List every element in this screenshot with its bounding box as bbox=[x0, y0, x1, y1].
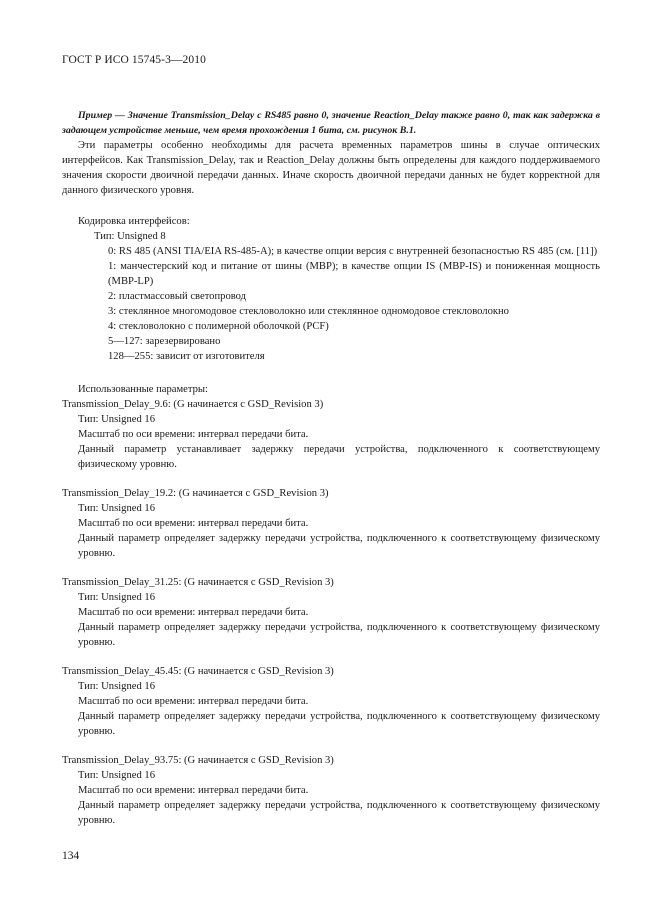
param-type: Тип: Unsigned 16 bbox=[78, 770, 155, 781]
param-name: Transmission_Delay_31.25: (G начинается с GSD_Revision 3) bbox=[62, 577, 334, 588]
intro-paragraph: Эти параметры особенно необходимы для расчета временных параметров шины в случае оптических интерфейсов. Как Transmission_Delay, так и Reaction_Delay должны быть определены для каждого поддерживаемого значения скорости двоичной передачи данных. Иначе скорость двоичной передачи данных не будет корректной для данного физического уровня. bbox=[62, 140, 600, 196]
interface-coding-section bbox=[62, 214, 600, 364]
coding-value: 4: стекловолокно с полимерной оболочкой (PCF) bbox=[108, 321, 329, 332]
param-type: Тип: Unsigned 16 bbox=[78, 503, 155, 514]
coding-value: 128—255: зависит от изготовителя bbox=[108, 351, 265, 362]
coding-value: 5—127: зарезервировано bbox=[108, 336, 221, 347]
param-type: Тип: Unsigned 16 bbox=[78, 681, 155, 692]
used-params-section bbox=[62, 382, 600, 828]
param-desc: Данный параметр определяет задержку передачи устройства, подключенного к соответствующему физическому уровню. bbox=[78, 622, 600, 648]
param-name: Transmission_Delay_93.75: (G начинается с GSD_Revision 3) bbox=[62, 755, 334, 766]
param-block bbox=[62, 486, 600, 561]
param-block bbox=[62, 753, 600, 828]
param-desc: Данный параметр определяет задержку передачи устройства, подключенного к соответствующему физическому уровню. bbox=[78, 533, 600, 559]
page-header: ГОСТ Р ИСО 15745-3—2010 bbox=[62, 54, 206, 66]
param-scale: Масштаб по оси времени: интервал передачи бита. bbox=[78, 607, 309, 618]
param-block bbox=[62, 664, 600, 739]
param-scale: Масштаб по оси времени: интервал передачи бита. bbox=[78, 785, 309, 796]
coding-value: 2: пластмассовый светопровод bbox=[108, 291, 247, 302]
param-desc: Данный параметр устанавливает задержку передачи устройства, подключенного к соответствующему физическому уровню. bbox=[78, 444, 600, 470]
param-desc: Данный параметр определяет задержку передачи устройства, подключенного к соответствующему физическому уровню. bbox=[78, 800, 600, 826]
coding-value: 1: манчестерский код и питание от шины (MBP); в качестве опции IS (MBP-IS) и пониженная мощность (MBP-LP) bbox=[108, 261, 600, 287]
param-block bbox=[62, 575, 600, 650]
param-desc: Данный параметр определяет задержку передачи устройства, подключенного к соответствующему физическому уровню. bbox=[78, 711, 600, 737]
param-scale: Масштаб по оси времени: интервал передачи бита. bbox=[78, 429, 309, 440]
section-title: Использованные параметры: bbox=[78, 384, 208, 395]
param-type: Тип: Unsigned 16 bbox=[78, 414, 155, 425]
param-name: Transmission_Delay_19.2: (G начинается с GSD_Revision 3) bbox=[62, 488, 329, 499]
param-type: Тип: Unsigned 16 bbox=[78, 592, 155, 603]
example-note: Пример — Значение Transmission_Delay с RS485 равно 0, значение Reaction_Delay также равно 0, так как задержка в задающем устройстве меньше, чем время прохождения 1 бита, см. рисунок B.1. bbox=[62, 110, 600, 136]
param-block bbox=[62, 397, 600, 472]
section-title: Кодировка интерфейсов: bbox=[78, 216, 190, 227]
type-line: Тип: Unsigned 8 bbox=[94, 231, 166, 242]
param-name: Transmission_Delay_45.45: (G начинается с GSD_Revision 3) bbox=[62, 666, 334, 677]
param-scale: Масштаб по оси времени: интервал передачи бита. bbox=[78, 696, 309, 707]
param-name: Transmission_Delay_9.6: (G начинается с GSD_Revision 3) bbox=[62, 399, 324, 410]
param-scale: Масштаб по оси времени: интервал передачи бита. bbox=[78, 518, 309, 529]
page-number: 134 bbox=[62, 850, 80, 862]
page-body bbox=[62, 109, 600, 828]
coding-value: 0: RS 485 (ANSI TIA/EIA RS-485-A); в качестве опции версия с внутренней безопасностью RS 485 (см. [11]) bbox=[108, 246, 598, 257]
coding-value: 3: стеклянное многомодовое стекловолокно или стеклянное одномодовое стекловолокно bbox=[108, 306, 509, 317]
